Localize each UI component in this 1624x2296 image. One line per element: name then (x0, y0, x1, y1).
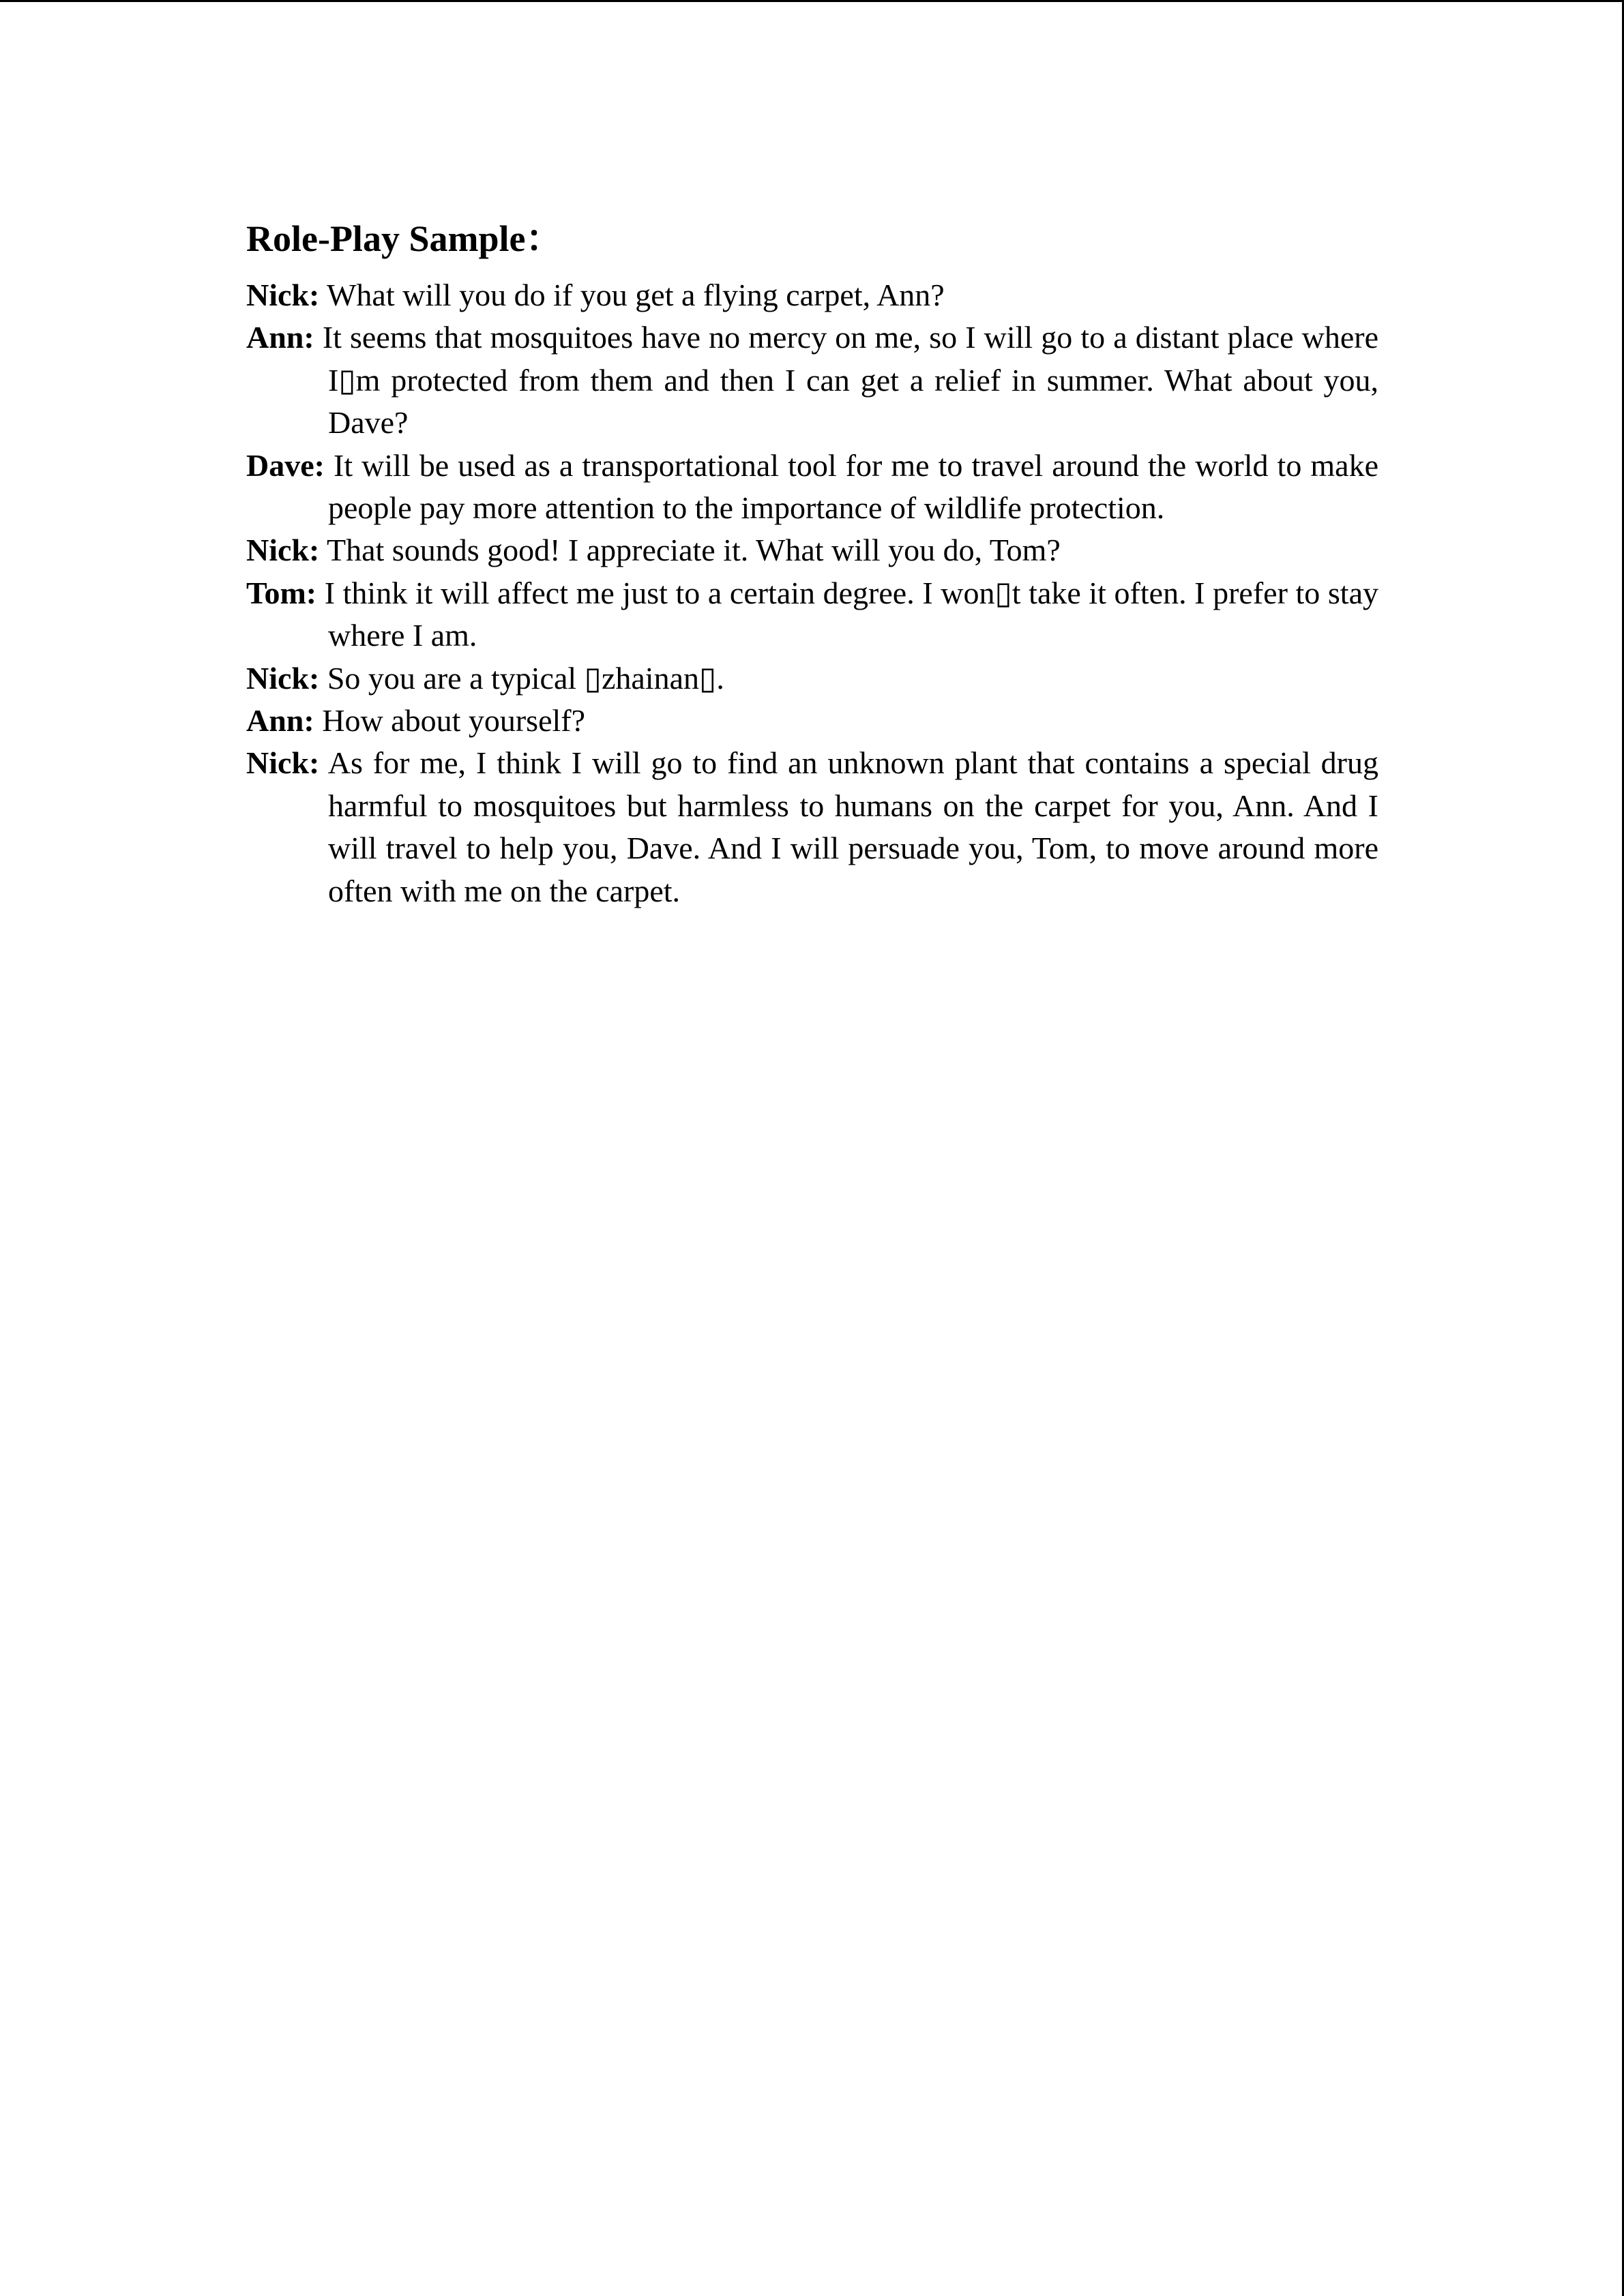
dialogue-line (246, 445, 1378, 530)
speaker-name: Nick: (246, 533, 320, 568)
document-title: Role-Play Sample： (246, 218, 563, 259)
dialogue-text: It seems that mosquitoes have no mercy on me, so I will go to a distant place where I▯m protected from them and then I can get a relief in summer. What about you, Dave? (314, 320, 1378, 441)
dialogue (246, 274, 1378, 912)
speaker-name: Ann: (246, 320, 314, 355)
dialogue-text: I think it will affect me just to a certain degree. I won▯t take it often. I prefer to stay where I am. (316, 575, 1378, 653)
page-border-top (0, 0, 1624, 2)
speaker-name: Tom: (246, 575, 317, 610)
dialogue-text: That sounds good! I appreciate it. What will you do, Tom? (319, 533, 1061, 568)
dialogue-text: What will you do if you get a flying carpet, Ann? (319, 278, 945, 312)
dialogue-text: How about yourself? (314, 703, 586, 739)
dialogue-line (246, 529, 1378, 571)
speaker-name: Ann: (246, 703, 314, 739)
dialogue-line (246, 572, 1378, 657)
dialogue-text: So you are a typical ▯zhainan▯. (319, 660, 724, 696)
dialogue-text: It will be used as a transportational tool for me to travel around the world to make people pay more attention to the importance of wildlife protection. (324, 447, 1378, 526)
speaker-name: Nick: (246, 278, 320, 312)
dialogue-line (246, 316, 1378, 444)
dialogue-line (246, 657, 1378, 700)
dialogue-text: As for me, I think I will go to find an unknown plant that contains a special drug harmful to mosquitoes but harmless to humans on the carpet for you, Ann. And I will travel to help you, Dave. And I will persuade you, Tom, to move around more often with me on the carpet. (319, 745, 1378, 908)
speaker-name: Dave: (246, 447, 325, 483)
dialogue-line (246, 742, 1378, 912)
dialogue-line (246, 274, 1378, 316)
dialogue-line (246, 700, 1378, 742)
speaker-name: Nick: (246, 745, 320, 781)
document-body (246, 211, 1378, 912)
speaker-name: Nick: (246, 660, 320, 696)
